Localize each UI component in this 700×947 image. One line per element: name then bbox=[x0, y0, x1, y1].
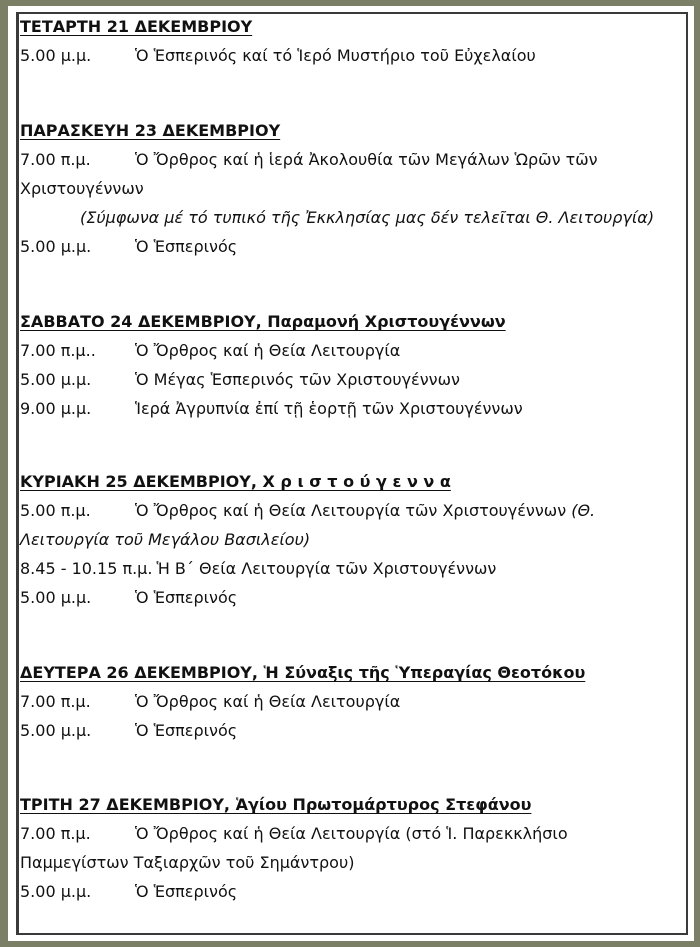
service-row bbox=[20, 877, 690, 906]
service-row bbox=[20, 496, 690, 525]
service-row bbox=[20, 41, 690, 70]
day-section-saturday bbox=[20, 307, 690, 423]
day-heading: ΤΕΤΑΡΤΗ 21 ΔΕΚΕΜΒΡΙΟΥ bbox=[20, 17, 253, 36]
service-text: Ὁ Ἑσπερινός bbox=[135, 721, 238, 740]
service-time: 5.00 μ.μ. bbox=[20, 370, 92, 389]
service-text: Ὁ Ἑσπερινός bbox=[135, 882, 238, 901]
service-text: Ὁ Ὄρθρος καί ἡ Θεία Λειτουργία bbox=[135, 341, 401, 360]
service-text: Ὁ Ἑσπερινός καί τό Ἱερό Μυστήριο τοῦ Εὐχελαίου bbox=[135, 46, 536, 65]
service-time: 5.00 π.μ. bbox=[20, 501, 91, 520]
service-text-continuation: Χριστουγέννων bbox=[20, 179, 144, 198]
service-row bbox=[20, 819, 690, 848]
service-note: (Σύμφωνα μέ τό τυπικό τῆς Ἐκκλησίας μας δέν τελεῖται Θ. Λειτουργία) bbox=[80, 208, 655, 227]
service-text: Ὁ Ὄρθρος καί ἡ Θεία Λειτουργία bbox=[135, 692, 401, 711]
service-text: Ὁ Ἑσπερινός bbox=[135, 588, 238, 607]
service-text: Ἡ Β΄ Θεία Λειτουργία τῶν Χριστουγέννων bbox=[156, 559, 497, 578]
service-time: 7.00 π.μ. bbox=[20, 824, 91, 843]
service-time: 5.00 μ.μ. bbox=[20, 721, 92, 740]
day-heading: ΣΑΒΒΑΤΟ 24 ΔΕΚΕΜΒΡΙΟΥ, Παραμονή Χριστουγέννων bbox=[20, 312, 506, 331]
service-row bbox=[20, 716, 690, 745]
day-section-monday bbox=[20, 658, 690, 745]
service-text: Ὁ Ὄρθρος καί ἡ Θεία Λειτουργία (στό Ἱ. Παρεκκλήσιο bbox=[135, 824, 568, 843]
service-time: 5.00 μ.μ. bbox=[20, 237, 92, 256]
service-time: 5.00 μ.μ. bbox=[20, 46, 92, 65]
service-time: 7.00 π.μ. bbox=[20, 692, 91, 711]
service-text-continuation: Λειτουργία τοῦ Μεγάλου Βασιλείου) bbox=[20, 530, 311, 549]
day-section-sunday bbox=[20, 467, 690, 612]
service-row bbox=[20, 232, 690, 261]
day-heading: ΠΑΡΑΣΚΕΥΗ 23 ΔΕΚΕΜΒΡΙΟΥ bbox=[20, 121, 281, 140]
service-time: 7.00 π.μ.. bbox=[20, 341, 96, 360]
day-section-tuesday bbox=[20, 790, 690, 906]
service-text: Ὁ Ἑσπερινός bbox=[135, 237, 238, 256]
service-text: Ἱερά Ἀγρυπνία ἐπί τῇ ἑορτῇ τῶν Χριστουγέννων bbox=[135, 399, 523, 418]
day-heading: ΚΥΡΙΑΚΗ 25 ΔΕΚΕΜΒΡΙΟΥ, Χ ρ ι σ τ ο ύ γ ε ν ν α bbox=[20, 472, 451, 491]
service-row bbox=[20, 394, 690, 423]
service-row bbox=[20, 145, 690, 174]
service-row bbox=[20, 336, 690, 365]
service-text: Ὁ Ὄρθρος καί ἡ Θεία Λειτουργία τῶν Χριστουγέννων bbox=[135, 501, 572, 520]
service-text: Ὁ Ὄρθρος καί ἡ ἱερά Ἀκολουθία τῶν Μεγάλων Ὡρῶν τῶν bbox=[135, 150, 598, 169]
service-time: 8.45 - 10.15 π.μ. bbox=[20, 559, 153, 578]
service-row bbox=[20, 365, 690, 394]
service-row bbox=[20, 554, 690, 583]
service-time: 9.00 μ.μ. bbox=[20, 399, 92, 418]
service-time: 5.00 μ.μ. bbox=[20, 882, 92, 901]
service-row bbox=[20, 687, 690, 716]
service-row bbox=[20, 583, 690, 612]
day-heading: ΤΡΙΤΗ 27 ΔΕΚΕΜΒΡΙΟΥ, Ἁγίου Πρωτομάρτυρος Στεφάνου bbox=[20, 795, 532, 814]
service-text: Ὁ Μέγας Ἑσπερινός τῶν Χριστουγέννων bbox=[135, 370, 460, 389]
service-text-continuation: Παμμεγίστων Ταξιαρχῶν τοῦ Σημάντρου) bbox=[20, 853, 355, 872]
service-time: 7.00 π.μ. bbox=[20, 150, 91, 169]
day-section-friday bbox=[20, 116, 690, 261]
day-section-wednesday bbox=[20, 12, 690, 70]
day-heading: ΔΕΥΤΕΡΑ 26 ΔΕΚΕΜΒΡΙΟΥ, Ἡ Σύναξις τῆς Ὑπεραγίας Θεοτόκου bbox=[20, 663, 586, 682]
service-text-italic: (Θ. bbox=[571, 501, 596, 520]
service-time: 5.00 μ.μ. bbox=[20, 588, 92, 607]
